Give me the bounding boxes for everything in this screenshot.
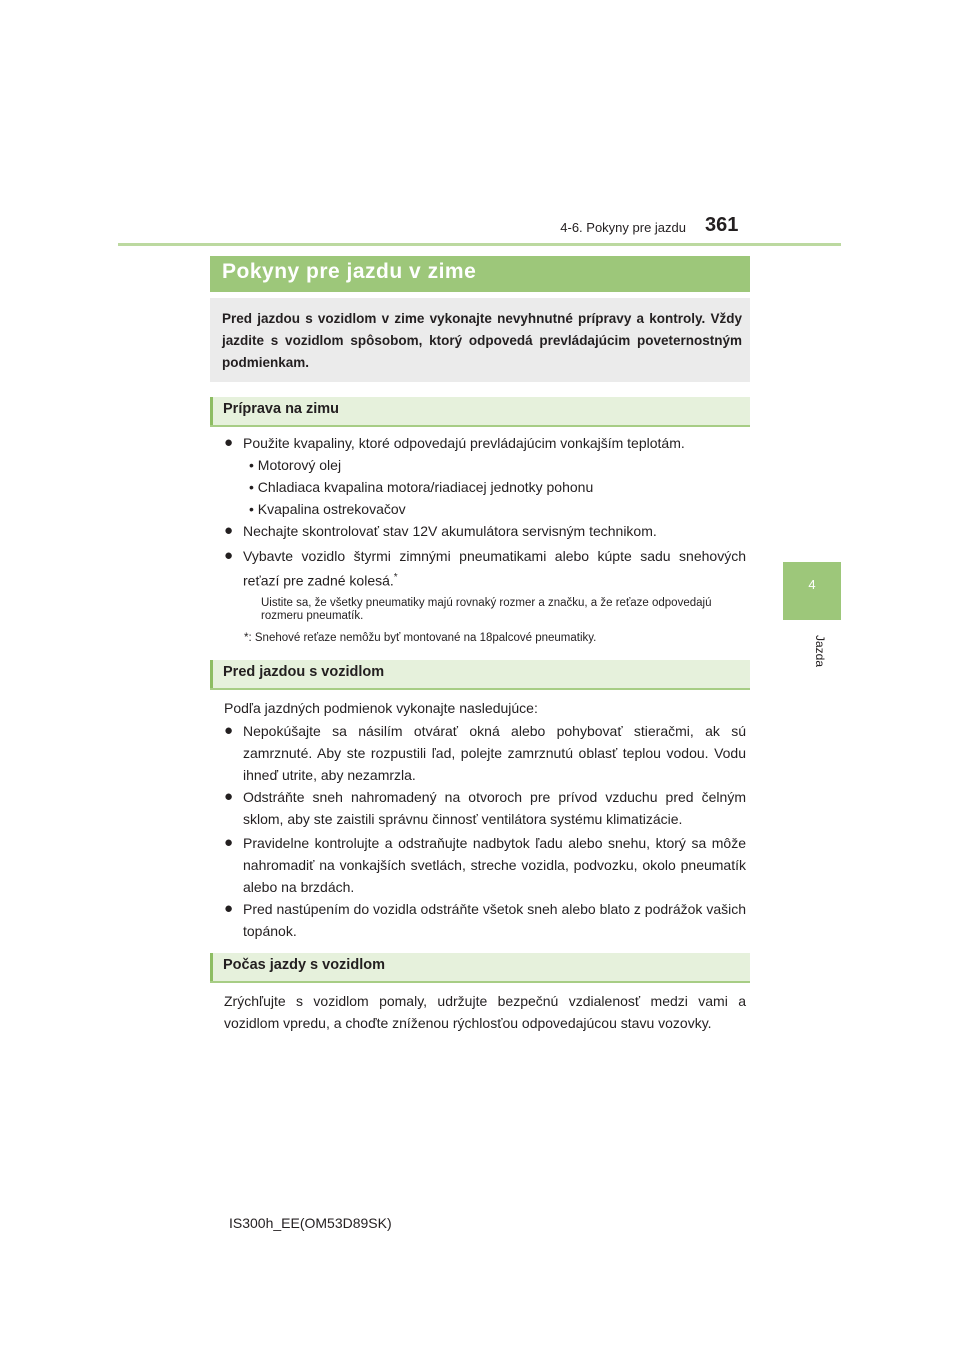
list-item-text: Použite kvapaliny, ktoré odpovedajú prevládajúcim vonkajším teplotám.	[243, 435, 685, 451]
section-underline	[210, 688, 750, 690]
section-accent	[210, 397, 213, 425]
page-number: 361	[705, 214, 739, 236]
list-item	[224, 832, 746, 898]
list-item	[224, 898, 746, 942]
section-header-preparation	[210, 397, 750, 425]
section-accent	[210, 660, 213, 688]
sub-item-text: Chladiaca kvapalina motora/riadiacej jednotky pohonu	[257, 479, 594, 495]
footnote-mark: *:	[244, 632, 252, 644]
list-item	[224, 432, 746, 454]
sub-bullet-icon: •	[249, 457, 254, 473]
sub-bullet-icon: •	[249, 501, 254, 517]
section-title: Pred jazdou s vozidlom	[223, 664, 385, 680]
list-item-text: Nechajte skontrolovať stav 12V akumulátora servisným technikom.	[243, 523, 657, 539]
section-header-while-driving	[210, 953, 750, 981]
list-item-text: Vybavte vozidlo štyrmi zimnými pneumatikami alebo kúpte sadu snehových reťazí pre zadné kolesá.	[243, 548, 746, 589]
list-item-text: Pravidelne kontrolujte a odstraňujte nadbytok ľadu alebo snehu, ktorý sa môže nahromadiť na vonkajších svetlách, streche vozidla, podvozku, okolo pneumatík alebo na brzdách.	[243, 835, 746, 895]
bullet-icon: ●	[224, 722, 234, 739]
bullet-icon: ●	[224, 522, 234, 539]
intro-text: Pred jazdou s vozidlom v zime vykonajte nevyhnutné prípravy a kontroly. Vždy jazdite s vozidlom spôsobom, ktorý odpovedá prevládajúcim poveternostným podmienkam.	[222, 311, 742, 370]
bullet-icon: ●	[224, 788, 234, 805]
chapter-tab[interactable]: 4	[783, 562, 841, 620]
section-underline	[210, 981, 750, 983]
intro-box	[210, 298, 750, 382]
section-underline	[210, 425, 750, 427]
sub-item	[249, 476, 729, 498]
sub-item-text: Motorový olej	[257, 457, 342, 473]
asterisk-mark: *	[393, 572, 398, 583]
list-item	[224, 786, 746, 830]
bullet-icon: ●	[224, 434, 234, 451]
footnote	[244, 631, 744, 645]
page-title-bar	[210, 256, 750, 292]
bullet-icon: ●	[224, 900, 234, 917]
chapter-tab-label: Jazda	[813, 635, 827, 668]
chapter-heading: 4-6. Pokyny pre jazdu	[560, 220, 686, 235]
sub-item	[249, 498, 729, 520]
bullet-icon: ●	[224, 834, 234, 851]
section-text: Zrýchľujte s vozidlom pomaly, udržujte bezpečnú vzdialenosť medzi vami a vozidlom vpredu, a choďte zníženou rýchlosťou odpovedajúcou stavu vozovky.	[224, 993, 746, 1031]
list-item	[224, 545, 746, 592]
section-lead: Podľa jazdných podmienok vykonajte nasledujúce:	[224, 700, 538, 716]
section-title: Počas jazdy s vozidlom	[223, 957, 385, 973]
list-item-text: Odstráňte sneh nahromadený na otvoroch pre prívod vzduchu pred čelným sklom, aby ste zaistili správnu činnosť ventilátora systému klimatizácie.	[243, 789, 746, 827]
section-accent	[210, 953, 213, 981]
list-item-text: Pred nastúpením do vozidla odstráňte všetok sneh alebo blato z podrážok vašich topánok.	[243, 901, 746, 939]
section-header-before-driving	[210, 660, 750, 688]
sub-item-text: Kvapalina ostrekovačov	[257, 501, 406, 517]
list-item	[224, 720, 746, 786]
footnote-text: Snehové reťaze nemôžu byť montované na 18palcové pneumatiky.	[254, 632, 597, 644]
header-rule	[118, 243, 841, 246]
tire-note: Uistite sa, že všetky pneumatiky majú rovnaký rozmer a značku, a že reťaze odpovedajú rozmeru pneumatík.	[261, 597, 712, 622]
page-title: Pokyny pre jazdu v zime	[222, 260, 477, 283]
sub-item	[249, 454, 729, 476]
bullet-icon: ●	[224, 547, 234, 564]
list-item-text: Nepokúšajte sa násilím otvárať okná alebo pohybovať stieračmi, ak sú zamrznuté. Aby ste rozpustili ľad, polejte zamrznutú oblasť teplou vodou. Vodu ihneď utrite, aby nezamrzla.	[243, 723, 746, 783]
footer-code: IS300h_EE(OM53D89SK)	[229, 1215, 392, 1231]
sub-bullet-icon: •	[249, 479, 254, 495]
section-title: Príprava na zimu	[223, 401, 340, 417]
list-item	[224, 520, 746, 542]
